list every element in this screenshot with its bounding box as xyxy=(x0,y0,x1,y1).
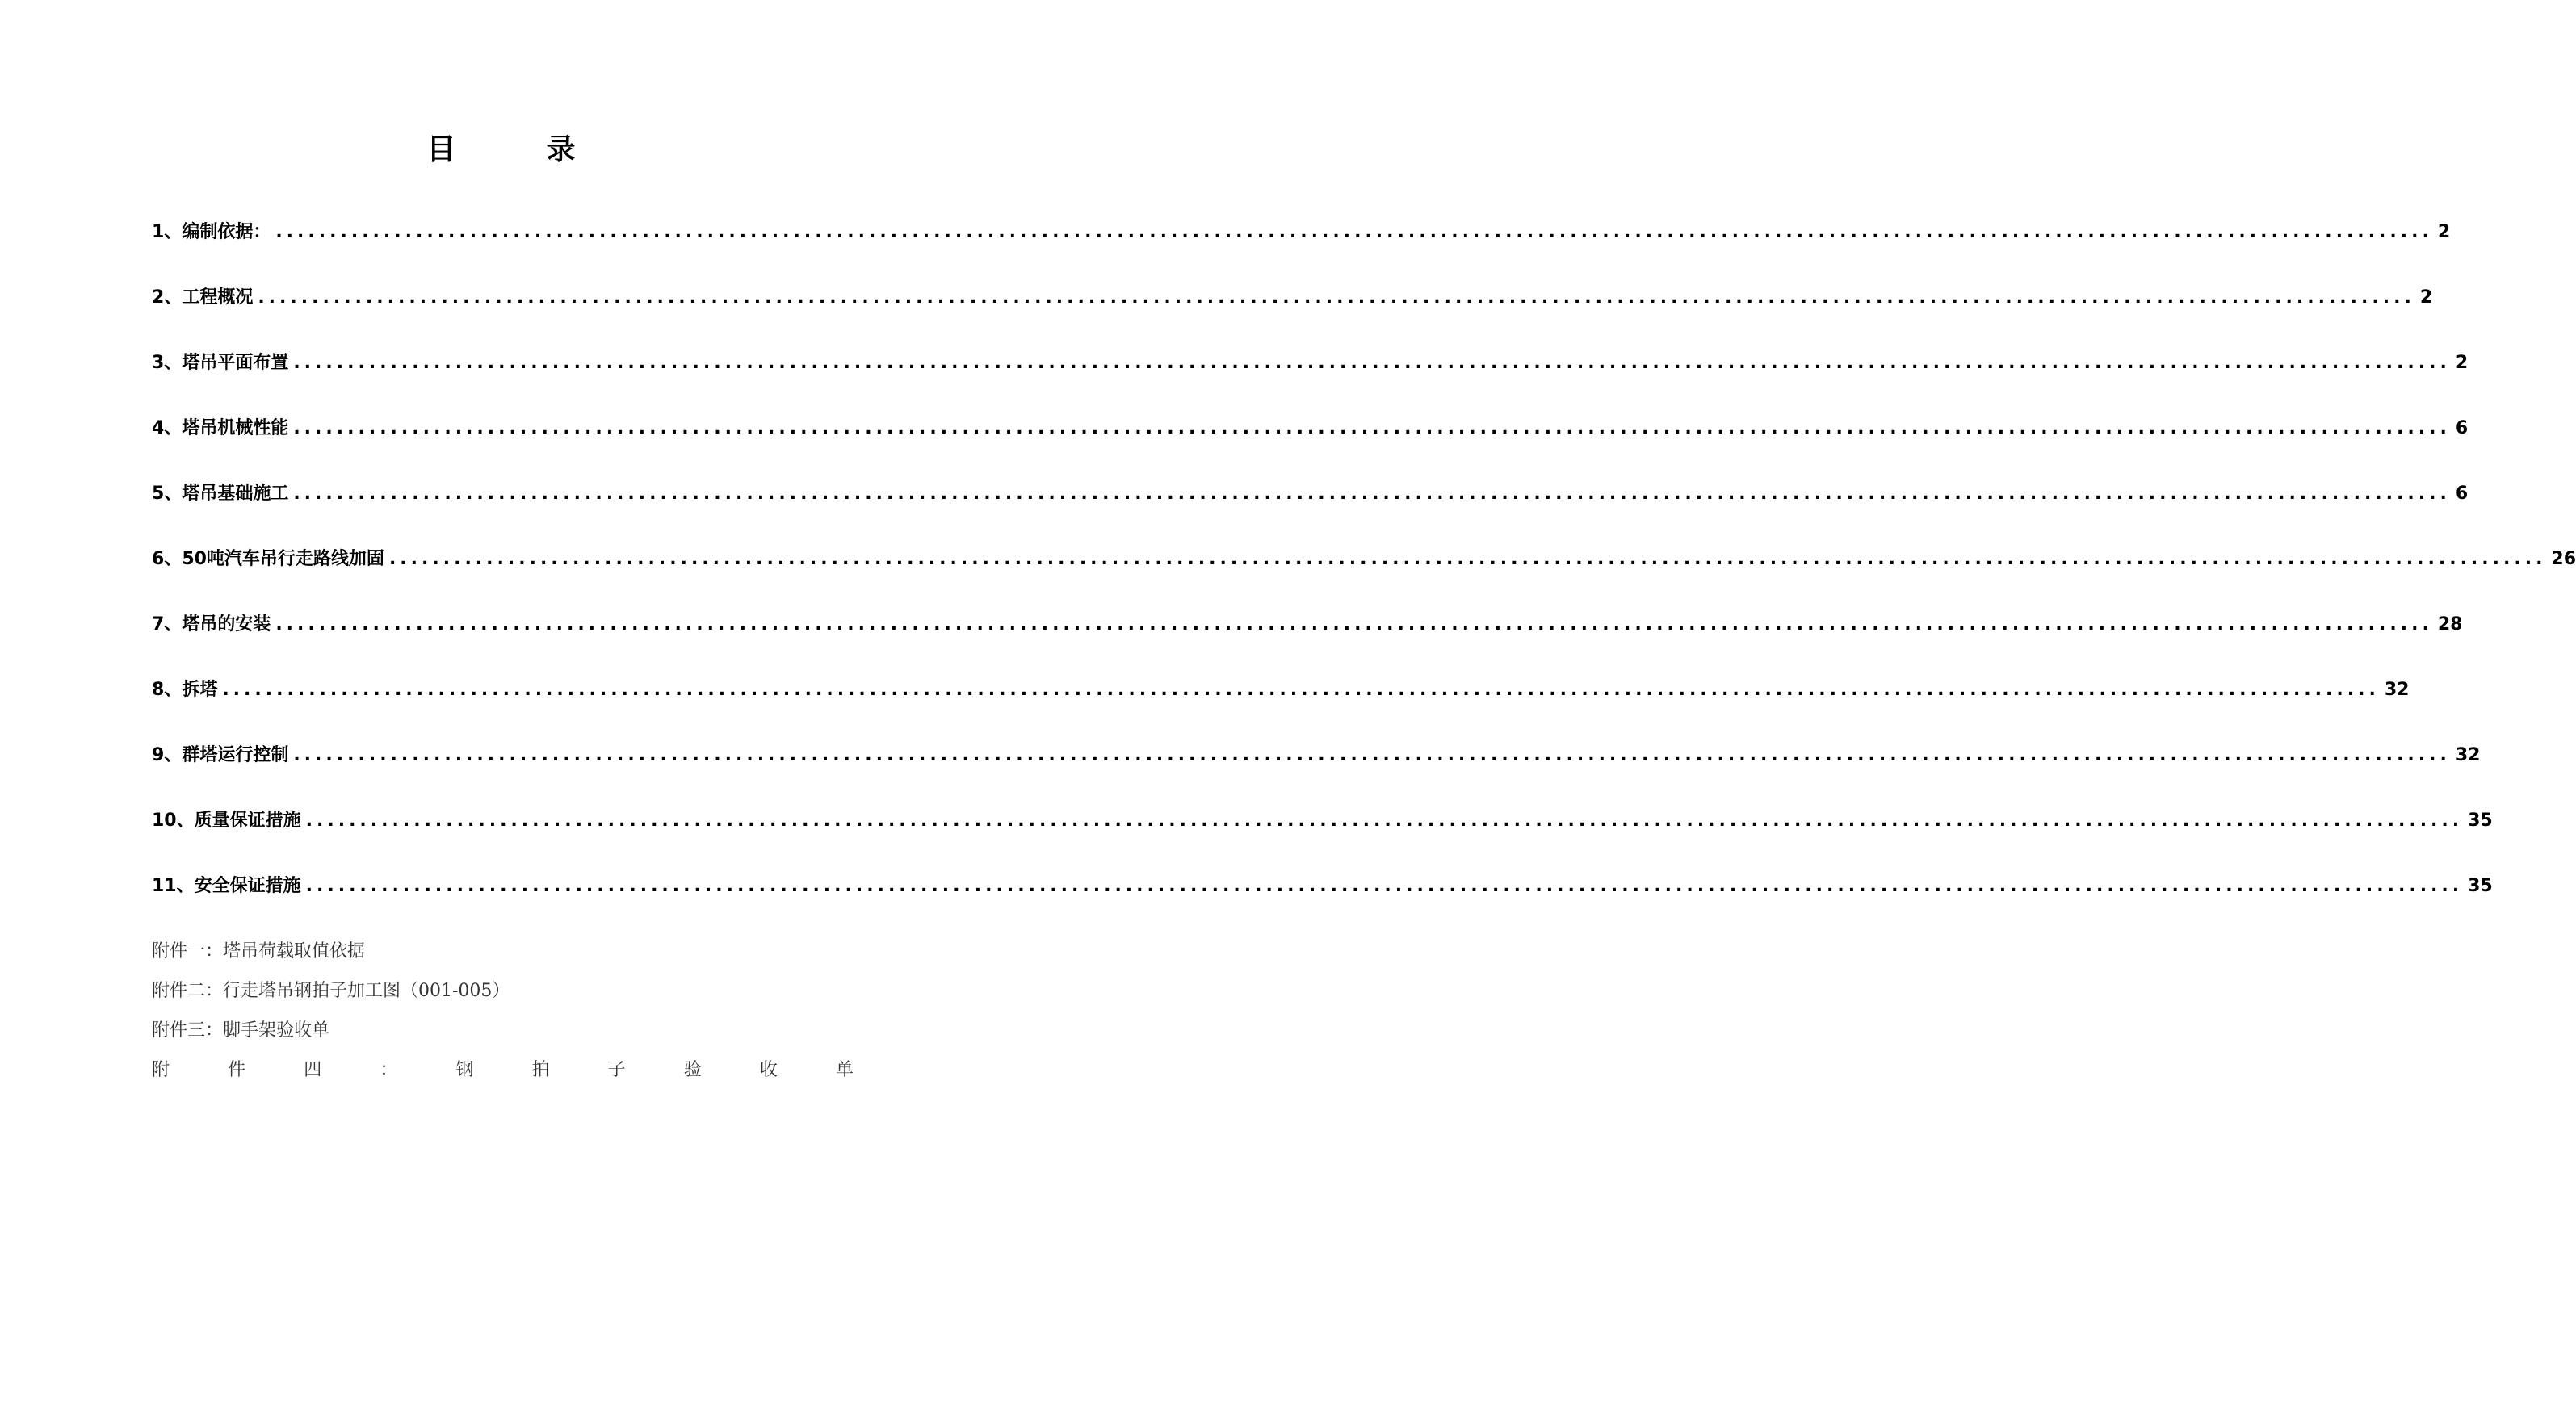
toc-page-number: 28 xyxy=(2437,614,2463,635)
toc-entry-9[interactable] xyxy=(152,743,2481,808)
toc-page-number: 6 xyxy=(2455,484,2469,504)
toc-entry-3[interactable] xyxy=(152,350,2469,416)
toc-page-number: 35 xyxy=(2468,876,2493,896)
toc-number: 1、 xyxy=(152,222,183,242)
toc-label: 50吨汽车吊行走路线加固 xyxy=(182,549,384,569)
title-char-1: 目 xyxy=(426,132,456,166)
toc-dot-leader: ........................................................................................................................................................................................................ xyxy=(275,222,2433,242)
toc-entry-6[interactable] xyxy=(152,547,2576,612)
toc-page-number: 32 xyxy=(2455,745,2481,765)
attachment-4-char: 四 xyxy=(304,1060,322,1080)
toc-label: 拆塔 xyxy=(182,680,218,700)
toc-dot-leader: ........................................................................................................................................................................................................ xyxy=(293,745,2451,765)
attachment-4-char: 拍 xyxy=(531,1060,550,1080)
attachment-4-char: 单 xyxy=(835,1060,854,1080)
toc-number: 10、 xyxy=(152,811,195,831)
toc-number: 4、 xyxy=(152,418,183,438)
toc-label: 塔吊的安装 xyxy=(182,614,271,635)
attachment-1: 附件一：塔吊荷载取值依据 xyxy=(152,941,366,961)
toc-page-number: 32 xyxy=(2384,680,2410,700)
toc-dot-leader: ........................................................................................................................................................................................................ xyxy=(293,484,2451,504)
toc-entry-11[interactable] xyxy=(152,873,2493,939)
toc-label: 塔吊平面布置 xyxy=(182,353,289,373)
toc-entry-4[interactable] xyxy=(152,416,2469,481)
title-char-2: 录 xyxy=(546,132,576,166)
toc-number: 3、 xyxy=(152,353,183,373)
toc-label: 工程概况 xyxy=(182,287,254,308)
toc-entry-2[interactable] xyxy=(152,285,2433,350)
attachment-4-char: 钢 xyxy=(455,1060,474,1080)
attachment-3: 附件三：脚手架验收单 xyxy=(152,1020,330,1041)
toc-label: 质量保证措施 xyxy=(194,811,301,831)
toc-number: 8、 xyxy=(152,680,183,700)
attachment-4-char: 件 xyxy=(228,1060,246,1080)
table-of-contents xyxy=(152,220,2576,939)
toc-entry-1[interactable] xyxy=(152,220,2451,285)
attachment-2: 附件二：行走塔吊钢拍子加工图（001-005） xyxy=(152,981,510,1001)
toc-label: 塔吊基础施工 xyxy=(182,484,289,504)
toc-page-number: 2 xyxy=(2419,287,2433,308)
toc-dot-leader: ........................................................................................................................................................................................................ xyxy=(388,549,2547,569)
toc-number: 6、 xyxy=(152,549,183,569)
toc-dot-leader: ........................................................................................................................................................................................................ xyxy=(305,876,2464,896)
toc-page-number: 2 xyxy=(2455,353,2469,373)
toc-number: 2、 xyxy=(152,287,183,308)
toc-dot-leader: ........................................................................................................................................................................................................ xyxy=(258,287,2415,308)
toc-page-number: 6 xyxy=(2455,418,2469,438)
toc-label: 安全保证措施 xyxy=(194,876,301,896)
toc-dot-leader: ........................................................................................................................................................................................................ xyxy=(222,680,2380,700)
toc-entry-8[interactable] xyxy=(152,677,2410,743)
toc-dot-leader: ........................................................................................................................................................................................................ xyxy=(293,353,2451,373)
toc-entry-10[interactable] xyxy=(152,808,2493,873)
toc-page-number: 35 xyxy=(2468,811,2493,831)
toc-page-number: 26 xyxy=(2551,549,2576,569)
toc-dot-leader: ........................................................................................................................................................................................................ xyxy=(275,614,2433,635)
toc-entry-7[interactable] xyxy=(152,612,2463,677)
attachment-4-char: 附 xyxy=(152,1060,170,1080)
attachment-4-char: 子 xyxy=(607,1060,626,1080)
toc-number: 9、 xyxy=(152,745,183,765)
page-title xyxy=(0,129,1002,170)
attachment-4 xyxy=(152,1058,854,1097)
toc-label: 塔吊机械性能 xyxy=(182,418,289,438)
toc-dot-leader: ........................................................................................................................................................................................................ xyxy=(305,811,2464,831)
attachment-4-char: 收 xyxy=(759,1060,778,1080)
attachment-list xyxy=(152,939,854,1097)
toc-number: 5、 xyxy=(152,484,183,504)
toc-number: 11、 xyxy=(152,876,195,896)
attachment-4-char: 验 xyxy=(683,1060,702,1080)
toc-entry-5[interactable] xyxy=(152,481,2469,547)
toc-dot-leader: ........................................................................................................................................................................................................ xyxy=(293,418,2451,438)
toc-label: 编制依据： xyxy=(182,222,271,242)
toc-number: 7、 xyxy=(152,614,183,635)
toc-label: 群塔运行控制 xyxy=(182,745,289,765)
attachment-4-char: ： xyxy=(380,1060,398,1080)
toc-page-number: 2 xyxy=(2437,222,2451,242)
